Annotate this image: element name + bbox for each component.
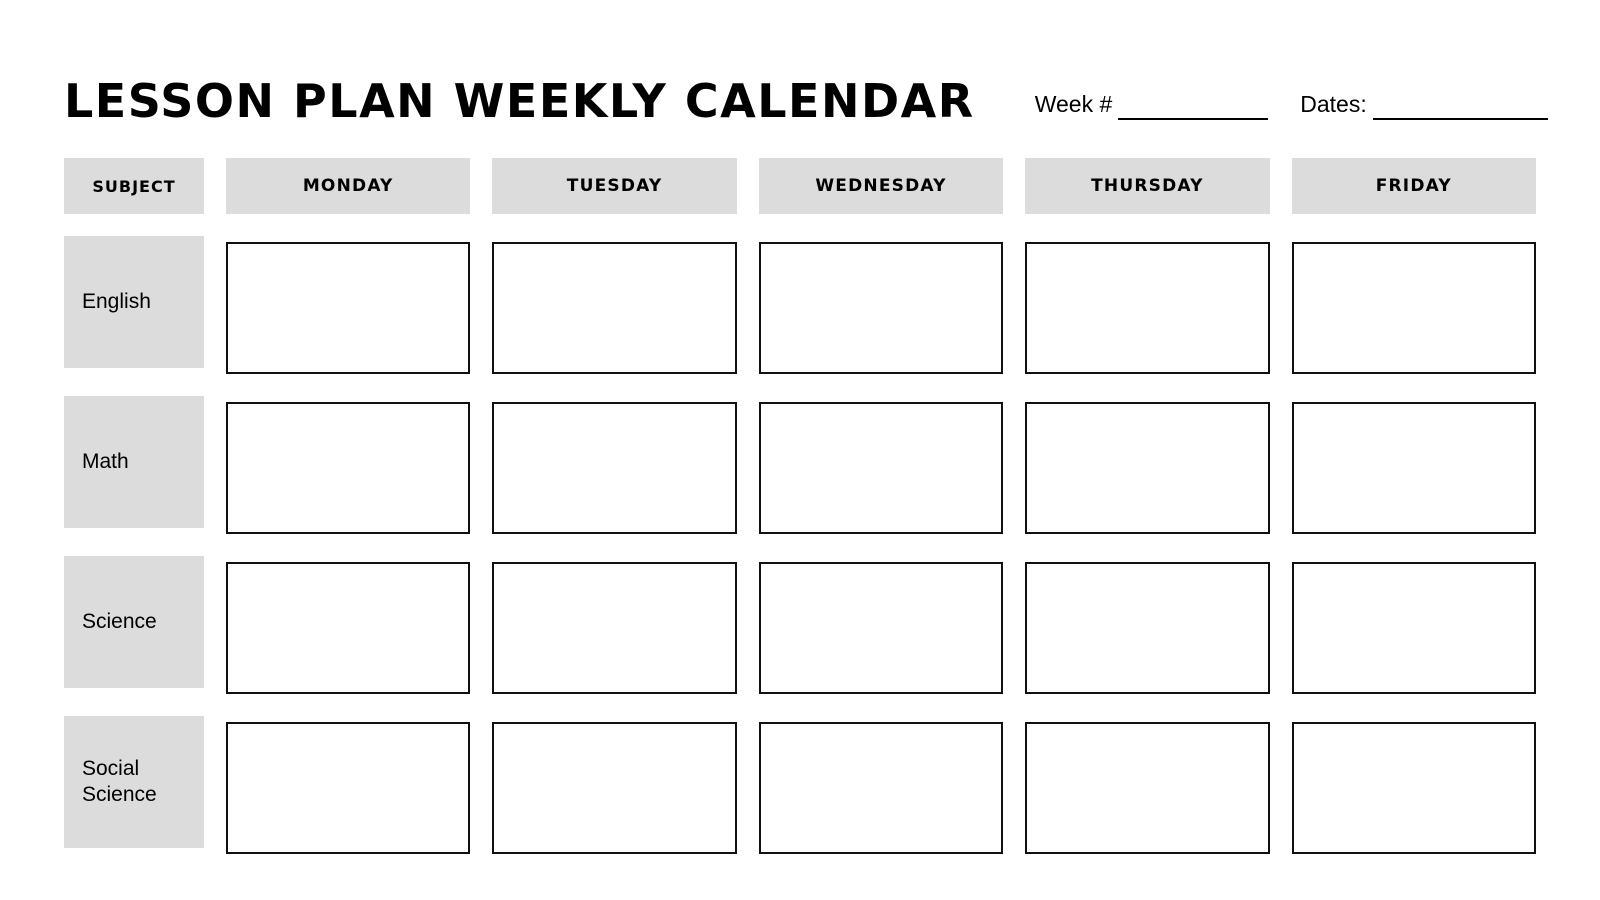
cell-text[interactable] (494, 564, 734, 692)
grid-spacer (226, 534, 470, 556)
cell-text[interactable] (1027, 404, 1267, 532)
week-number-field[interactable] (1035, 91, 1269, 120)
cell-text[interactable] (1027, 724, 1267, 852)
grid-spacer (1025, 214, 1269, 236)
column-header-friday: FRIDAY (1292, 158, 1536, 214)
week-number-label: Week # (1034, 91, 1113, 117)
table-cell-english-thursday[interactable] (1025, 242, 1269, 374)
column-header-subject: SUBJECT (64, 158, 204, 214)
cell-text[interactable] (761, 724, 1001, 852)
grid-spacer (1025, 534, 1269, 556)
table-cell-math-wednesday[interactable] (759, 402, 1003, 534)
grid-spacer (492, 534, 736, 556)
column-header-thursday: THURSDAY (1025, 158, 1269, 214)
grid-spacer (759, 214, 1003, 236)
dates-input[interactable] (1373, 94, 1548, 120)
grid-spacer (1025, 694, 1269, 716)
table-cell-science-friday[interactable] (1292, 562, 1536, 694)
column-header-monday: MONDAY (226, 158, 470, 214)
grid-spacer (1292, 374, 1536, 396)
grid-spacer (226, 694, 470, 716)
grid-spacer (1025, 374, 1269, 396)
table-cell-science-wednesday[interactable] (759, 562, 1003, 694)
header-fields (1035, 91, 1548, 130)
row-subject-label: Math (64, 396, 204, 528)
row-subject-label: English (64, 236, 204, 368)
row-subject-label: Social Science (64, 716, 204, 848)
cell-text[interactable] (1294, 404, 1534, 532)
dates-field[interactable] (1300, 91, 1547, 120)
cell-text[interactable] (1027, 564, 1267, 692)
cell-text[interactable] (1294, 724, 1534, 852)
grid-spacer (1292, 214, 1536, 236)
grid-spacer (759, 534, 1003, 556)
cell-text[interactable] (228, 404, 468, 532)
cell-text[interactable] (494, 724, 734, 852)
table-cell-science-tuesday[interactable] (492, 562, 736, 694)
table-cell-social-science-wednesday[interactable] (759, 722, 1003, 854)
grid-spacer (64, 534, 204, 556)
page-title: LESSON PLAN WEEKLY CALENDAR (64, 74, 975, 128)
grid-spacer (226, 214, 470, 236)
table-cell-math-monday[interactable] (226, 402, 470, 534)
table-cell-science-thursday[interactable] (1025, 562, 1269, 694)
grid-spacer (492, 214, 736, 236)
column-header-tuesday: TUESDAY (492, 158, 736, 214)
table-cell-social-science-friday[interactable] (1292, 722, 1536, 854)
grid-spacer (492, 694, 736, 716)
table-cell-math-friday[interactable] (1292, 402, 1536, 534)
table-cell-english-tuesday[interactable] (492, 242, 736, 374)
cell-text[interactable] (761, 244, 1001, 372)
cell-text[interactable] (761, 564, 1001, 692)
page-header (64, 60, 1536, 130)
grid-spacer (1292, 694, 1536, 716)
cell-text[interactable] (228, 724, 468, 852)
grid-spacer (492, 374, 736, 396)
cell-text[interactable] (228, 564, 468, 692)
table-cell-english-friday[interactable] (1292, 242, 1536, 374)
grid-spacer (64, 214, 204, 236)
table-cell-science-monday[interactable] (226, 562, 470, 694)
cell-text[interactable] (1294, 564, 1534, 692)
cell-text[interactable] (1294, 244, 1534, 372)
cell-text[interactable] (494, 404, 734, 532)
column-header-wednesday: WEDNESDAY (759, 158, 1003, 214)
dates-label: Dates: (1300, 91, 1367, 117)
cell-text[interactable] (494, 244, 734, 372)
table-cell-social-science-thursday[interactable] (1025, 722, 1269, 854)
grid-spacer (759, 374, 1003, 396)
table-cell-english-wednesday[interactable] (759, 242, 1003, 374)
grid-spacer (64, 694, 204, 716)
grid-spacer (1292, 534, 1536, 556)
table-cell-math-thursday[interactable] (1025, 402, 1269, 534)
table-cell-english-monday[interactable] (226, 242, 470, 374)
table-cell-social-science-tuesday[interactable] (492, 722, 736, 854)
cell-text[interactable] (228, 244, 468, 372)
week-number-input[interactable] (1118, 94, 1268, 120)
weekly-calendar-grid (64, 158, 1536, 854)
table-cell-social-science-monday[interactable] (226, 722, 470, 854)
cell-text[interactable] (1027, 244, 1267, 372)
grid-spacer (759, 694, 1003, 716)
table-cell-math-tuesday[interactable] (492, 402, 736, 534)
cell-text[interactable] (761, 404, 1001, 532)
row-subject-label: Science (64, 556, 204, 688)
grid-spacer (226, 374, 470, 396)
grid-spacer (64, 374, 204, 396)
